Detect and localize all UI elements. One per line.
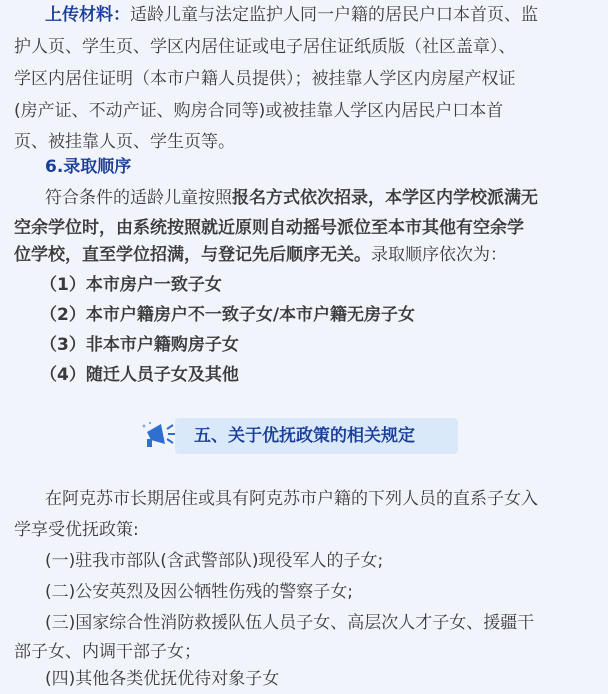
megaphone-icon [141,420,177,450]
order-item-4: （4）随迁人员子女及其他 [40,365,239,385]
order-paragraph-line-2: 空余学位时，由系统按照就近原则自动摇号派位至本市其他有空余学 [14,218,524,238]
section5-item-3-cont: 部子女、内调干部子女； [14,642,201,662]
upload-label: 上传材料： [45,5,130,25]
order-text-3a: 位学校，直至学位招满，与登记先后顺序无关。 [14,245,371,265]
section5-item-2: (二)公安英烈及因公牺牲伤残的警察子女; [45,582,353,602]
upload-paragraph-line-2: 护人页、学生页、学区内居住证或电子居住证纸质版（社区盖章）、 [14,37,516,57]
order-text-1a: 符合条件的适龄儿童按照 [45,188,232,208]
section5-item-4: (四)其他各类优抚优待对象子女 [45,669,280,689]
order-text-3b: 录取顺序依次为： [371,245,507,265]
upload-paragraph-line-4: (房产证、不动产证、购房合同等)或被挂靠人学区内居民户口本首 [14,101,504,121]
upload-text-1: 适龄儿童与法定监护人同一户籍的居民户口本首页、监 [130,5,538,25]
order-item-3: （3）非本市户籍购房子女 [40,335,239,355]
order-paragraph-line-1 [45,183,598,213]
order-heading: 6.录取顺序 [45,157,132,177]
section5-item-1: (一)驻我市部队(含武警部队)现役军人的子女; [45,551,384,571]
order-text-1b: 报名方式依次招录，本学区内学校派满无 [232,188,538,208]
order-paragraph-line-3 [14,240,598,270]
section5-intro-line-1: 在阿克苏市长期居住或具有阿克苏市户籍的下列人员的直系子女入 [45,489,538,509]
section5-item-3: (三)国家综合性消防救援队伍人员子女、高层次人才子女、援疆干 [45,613,535,633]
section-title: 五、关于优抚政策的相关规定 [194,426,415,446]
upload-paragraph-line-5: 页、被挂靠人页、学生页等。 [14,132,235,152]
upload-paragraph-line-3: 学区内居住证明（本市户籍人员提供）；被挂靠人学区内房屋产权证 [14,69,516,89]
section5-intro-line-2: 学享受优抚政策: [14,520,139,540]
upload-paragraph-line-1 [45,0,598,30]
order-item-1: （1）本市房户一致子女 [40,275,222,295]
order-item-2: （2）本市户籍房户不一致子女/本市户籍无房子女 [40,305,416,325]
